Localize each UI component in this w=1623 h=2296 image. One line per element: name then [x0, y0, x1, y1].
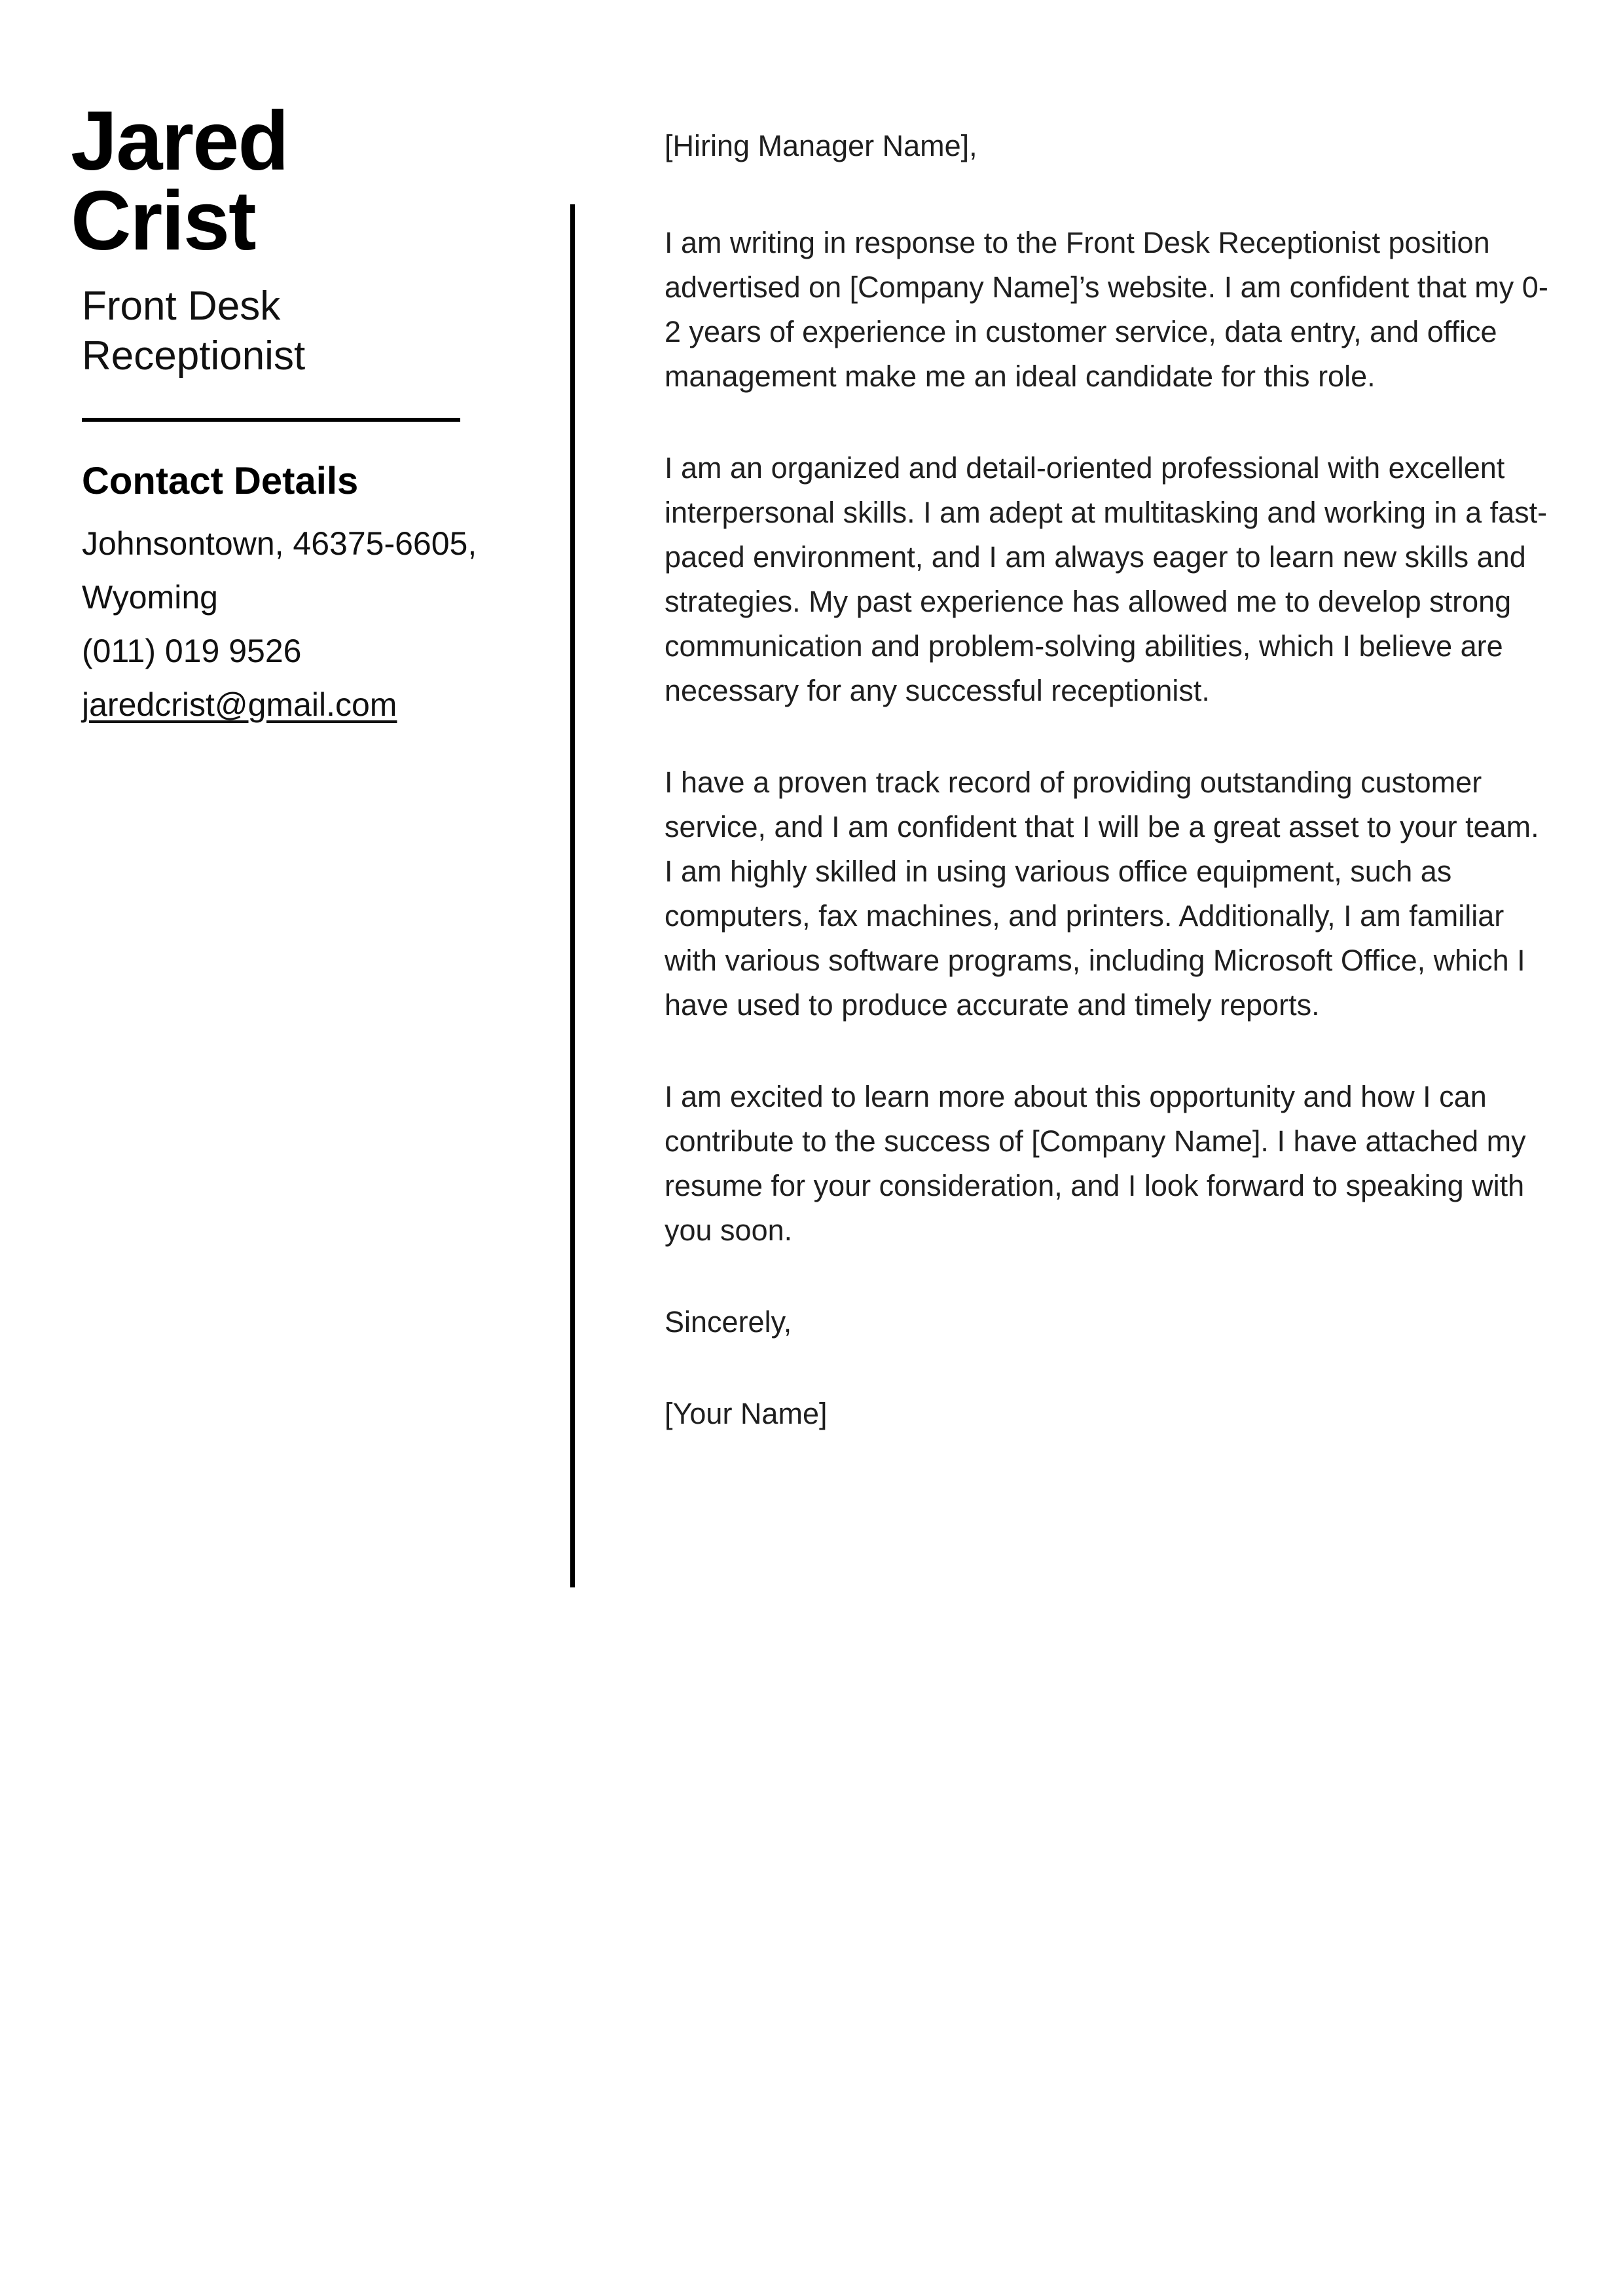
email-row — [82, 678, 488, 731]
closing: Sincerely, — [665, 1305, 792, 1339]
signature: [Your Name] — [665, 1397, 828, 1430]
letter-paragraph-2: I am an organized and detail-oriented professional with excellent interpersonal skills. I am adept at multitasking and working in a fast-paced environment, and I am always eager to learn new skills and strategies. My past experience has allowed me to develop strong communication and problem-solving abilities, which I believe are necessary for any successful receptionist. — [665, 451, 1548, 707]
sidebar-horizontal-rule — [82, 418, 460, 422]
phone-number: (011) 019 9526 — [82, 633, 302, 669]
address-line-2: Wyoming — [82, 579, 218, 616]
candidate-first-name: Jared — [71, 94, 288, 188]
letter-body — [665, 124, 1550, 1436]
letter-paragraph-1: I am writing in response to the Front Desk Receptionist position advertised on [Company Name]’s website. I am confident that my 0-2 years of experience in customer service, data entry, and office management make me an ideal candidate for this role. — [665, 226, 1548, 393]
email-link[interactable]: jaredcrist@gmail.com — [82, 686, 397, 723]
candidate-name — [71, 94, 288, 268]
candidate-last-name: Crist — [71, 174, 255, 268]
vertical-divider — [570, 204, 575, 1587]
contact-details-heading: Contact Details — [82, 460, 359, 502]
address-line-1: Johnsontown, 46375-6605, — [82, 525, 477, 562]
letter-paragraph-4: I am excited to learn more about this opportunity and how I can contribute to the success of [Company Name]. I have attached my resume for your consideration, and I look forward to speaking with you soon. — [665, 1080, 1526, 1247]
greeting: [Hiring Manager Name], — [665, 129, 977, 162]
contact-details-block — [82, 517, 488, 731]
letter-paragraph-3: I have a proven track record of providing outstanding customer service, and I am confident that I will be a great asset to your team. I am highly skilled in using various office equipment, such as computers, fax machines, and printers. Additionally, I am familiar with various software programs, including Microsoft Office, which I have used to produce accurate and timely reports. — [665, 766, 1539, 1022]
job-title: Front Desk Receptionist — [82, 284, 306, 379]
